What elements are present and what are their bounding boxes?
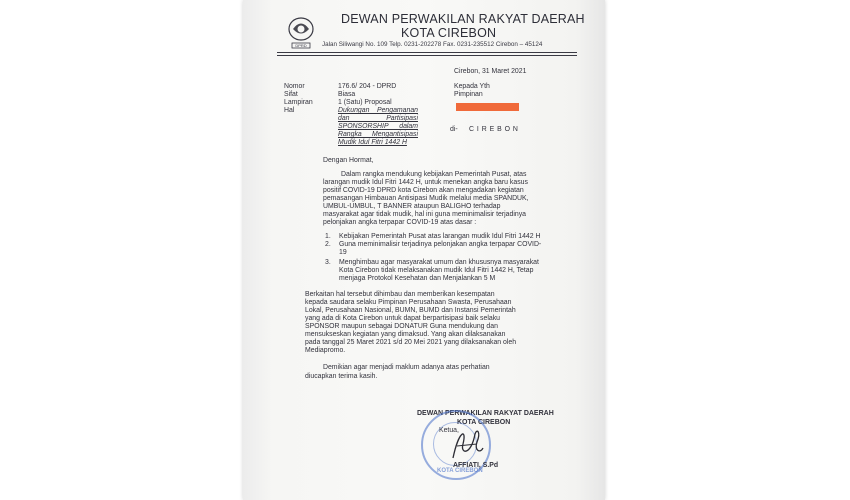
signature-scribble-icon: [447, 424, 487, 464]
letterhead-address: Jalan Siliwangi No. 109 Telp. 0231-202278 Fax. 0231-235512 Cirebon – 45124: [322, 41, 543, 48]
letterhead-title: DEWAN PERWAKILAN RAKYAT DAERAH: [341, 12, 585, 26]
meta-label-nomor: Nomor: [284, 83, 305, 90]
list-number: 1.: [325, 233, 331, 240]
paragraph-line: Dalam rangka mendukung kebijakan Pemerintah Pusat, atas: [341, 171, 527, 178]
signature-org-city: KOTA CIREBON: [457, 419, 511, 426]
paragraph-line: yang ada di Kota Cirebon untuk dapat berpartisipasi baik selaku: [305, 315, 500, 322]
list-item-line: Menghimbau agar masyarakat umum dan khususnya masyarakat: [339, 259, 539, 266]
paragraph-line: mensukseskan kegiatan yang dimaksud. Yang akan dilaksanakan: [305, 331, 506, 338]
meta-hal-line: SPONSORSHIP dalam: [338, 123, 418, 130]
redaction-bar: [456, 103, 519, 111]
signature-org: DEWAN PERWAKILAN RAKYAT DAERAH: [417, 410, 554, 417]
paragraph-line: larangan mudik Idul Fitri 1442 H, untuk menekan angka baru kasus: [323, 179, 528, 186]
meta-label-lampiran: Lampiran: [284, 99, 313, 106]
meta-label-hal: Hal: [284, 107, 295, 114]
meta-value-sifat: Biasa: [338, 91, 356, 98]
meta-hal-line: Dukungan Pengamanan: [338, 107, 418, 114]
recipient-line: Kepada Yth: [454, 83, 490, 90]
recipient-line: Pimpinan: [454, 91, 483, 98]
paragraph-line: Lokal, Perusahaan Nasional, BUMN, BUMD dan Instansi Pemerintah: [305, 307, 516, 314]
dprd-logo-icon: [284, 16, 318, 52]
paragraph-line: Mediapromo.: [305, 347, 346, 354]
paragraph-line: masyarakat agar tidak mudik, hal ini guna meminimalisir terjadinya: [323, 211, 526, 218]
letterhead-city: KOTA CIREBON: [401, 26, 497, 40]
recipient-di: di-: [450, 126, 458, 133]
header-divider-thin: [277, 55, 577, 56]
list-item-line: menjaga Protokol Kesehatan dan Menjalankan 5 M: [339, 275, 496, 282]
stamp-text: KOTA CIREBON: [437, 468, 483, 474]
recipient-city: C I R E B O N: [469, 126, 519, 133]
closing-line: diucapkan terima kasih.: [305, 373, 378, 380]
paragraph-line: kepada saudara selaku Pimpinan Perusahaan Swasta, Perusahaan: [305, 299, 512, 306]
list-item-line: 19: [339, 249, 347, 256]
meta-value-nomor: 176.6/ 204 - DPRD: [338, 83, 397, 90]
paragraph-line: UMBUL-UMBUL, T BANNER ataupun BALIGHO terhadap: [323, 203, 501, 210]
list-item-line: Kota Cirebon tidak melaksanakan mudik Idul Fitri 1442 H, Tetap: [339, 267, 534, 274]
meta-hal-line: Rangka Mengantisipasi: [338, 131, 418, 138]
list-item-line: Guna meminimalisir terjadinya pelonjakan angka terpapar COVID-: [339, 241, 542, 248]
list-number: 2.: [325, 241, 331, 248]
header-divider: [277, 52, 577, 53]
paragraph-line: pelonjakan angka terpapar COVID-19 atas dasar :: [323, 219, 477, 226]
letter-date: Cirebon, 31 Maret 2021: [454, 68, 527, 75]
meta-hal-line: dan Partisipasi: [338, 115, 418, 122]
paragraph-line: SPONSOR maupun sebagai DONATUR Guna mendukung dan: [305, 323, 498, 330]
greeting: Dengan Hormat,: [323, 157, 374, 164]
signature-role: Ketua,: [439, 427, 459, 434]
list-item-line: Kebijakan Pemerintah Pusat atas larangan mudik Idul Fitri 1442 H: [339, 233, 541, 240]
paragraph-line: Berkaitan hal tersebut dihimbau dan memberikan kesempatan: [305, 291, 495, 298]
paragraph-line: positif COVID-19 DPRD kota Cirebon akan mengadakan kegiatan: [323, 187, 524, 194]
list-number: 3.: [325, 259, 331, 266]
paragraph-line: pemasangan Himbauan Antisipasi Mudik melalui media SPANDUK,: [323, 195, 529, 202]
meta-label-sifat: Sifat: [284, 91, 298, 98]
meta-hal-line: Mudik Idul Fitri 1442 H: [338, 139, 407, 146]
logo-text: DPRD: [295, 43, 307, 49]
signature-name: AFFIATI, S.Pd: [453, 462, 499, 469]
letter-page: [243, 0, 605, 500]
paragraph-line: pada tanggal 25 Maret 2021 s/d 20 Mei 2021 yang dilaksanakan oleh: [305, 339, 517, 346]
closing-line: Demikian agar menjadi maklum adanya atas perhatian: [323, 364, 490, 371]
meta-value-lampiran: 1 (Satu) Proposal: [338, 99, 392, 106]
